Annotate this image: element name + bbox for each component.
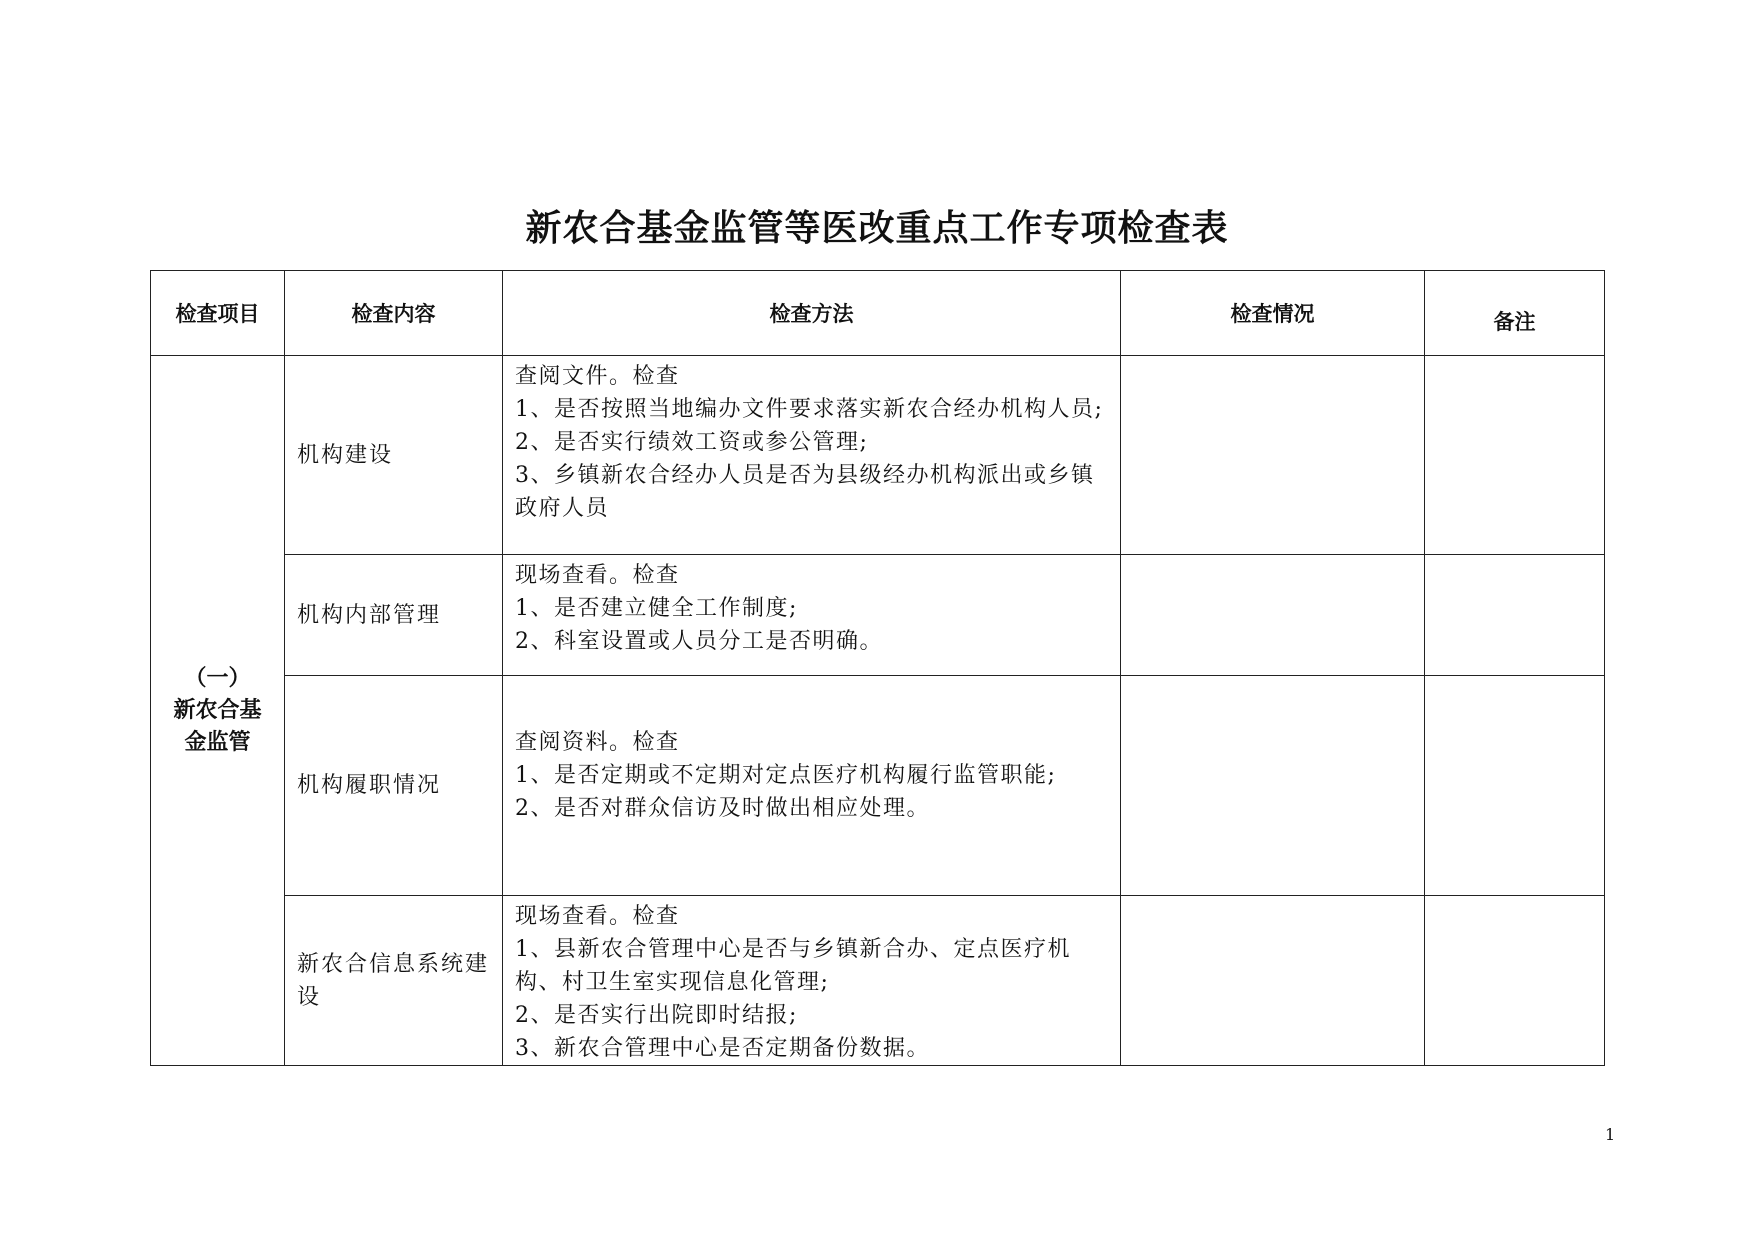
method-cell [503,896,1121,1066]
header-remark [1425,271,1605,356]
method-line: 1、是否建立健全工作制度; [515,596,798,621]
method-cell [503,676,1121,896]
method-line: 3、新农合管理中心是否定期备份数据。 [515,1036,930,1061]
content-cell: 机构内部管理 [285,555,503,676]
method-line: 1、是否按照当地编办文件要求落实新农合经办机构人员; [515,397,1104,422]
method-line: 2、是否实行出院即时结报; [515,1003,798,1028]
status-cell[interactable] [1121,896,1425,1066]
status-cell[interactable] [1121,555,1425,676]
remark-cell[interactable] [1425,896,1605,1066]
content-cell: 机构履职情况 [285,676,503,896]
header-remark-label: 备注 [1493,310,1536,334]
category-name-line2: 金监管 [184,729,251,755]
remark-cell[interactable] [1425,356,1605,555]
status-cell[interactable] [1121,356,1425,555]
content-cell: 新农合信息系统建设 [285,896,503,1066]
method-line: 现场查看。检查 [515,563,680,588]
table-row [151,555,1605,676]
category-number: （一） [184,665,251,691]
content-cell: 机构建设 [285,356,503,555]
method-line: 2、是否实行绩效工资或参公管理; [515,430,869,455]
method-cell [503,356,1121,555]
header-item: 检查项目 [151,271,285,356]
table-row [151,896,1605,1066]
page-title: 新农合基金监管等医改重点工作专项检查表 [525,208,1229,249]
header-method: 检查方法 [503,271,1121,356]
method-line: 查阅文件。检查 [515,364,680,389]
category-name-line1: 新农合基 [173,697,262,723]
remark-cell[interactable] [1425,676,1605,896]
page-number: 1 [1605,1125,1616,1144]
table-header-row [151,271,1605,356]
inspection-table [150,270,1605,1066]
method-line: 3、乡镇新农合经办人员是否为县级经办机构派出或乡镇政府人员 [515,463,1095,521]
header-status: 检查情况 [1121,271,1425,356]
remark-cell[interactable] [1425,555,1605,676]
method-line: 1、是否定期或不定期对定点医疗机构履行监管职能; [515,763,1057,788]
method-line: 1、县新农合管理中心是否与乡镇新合办、定点医疗机构、村卫生室实现信息化管理; [515,937,1071,995]
table-row [151,676,1605,896]
header-content: 检查内容 [285,271,503,356]
category-cell [151,356,285,1066]
method-cell [503,555,1121,676]
method-line: 2、是否对群众信访及时做出相应处理。 [515,796,930,821]
method-line: 现场查看。检查 [515,904,680,929]
method-line: 查阅资料。检查 [515,730,680,755]
status-cell[interactable] [1121,676,1425,896]
table-row [151,356,1605,555]
method-line: 2、科室设置或人员分工是否明确。 [515,629,883,654]
